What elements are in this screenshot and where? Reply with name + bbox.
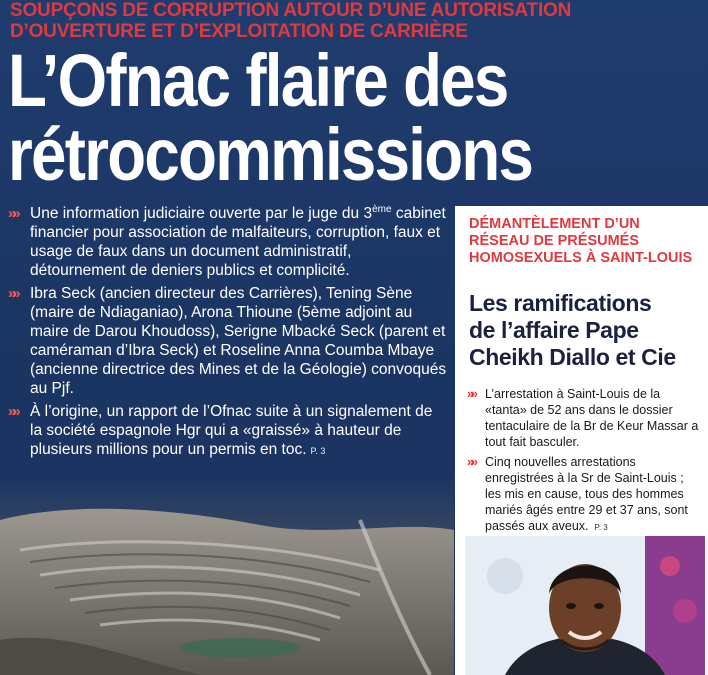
sidebar-bullet-1 [467,386,703,450]
headline-kicker [10,0,700,42]
sidebar-kicker-line-2: RÉSEAU DE PRÉSUMÉS [469,233,640,249]
open-pit-mine-image [0,480,454,675]
man-portrait-image [465,536,705,675]
sidebar-kicker-line-3: HOMOSEXUELS À SAINT-LOUIS [469,250,693,266]
double-chevron-right-icon: »» [467,387,475,401]
sidebar-kicker-line-1: DÉMANTÈLEMENT D’UN [469,216,640,232]
sidebar-title [469,290,701,371]
lead-bullet-3 [8,402,448,461]
portrait-photo [465,536,705,675]
lead-bullet-1 [8,204,448,280]
sidebar-bullet-1-text: L’arrestation à Saint-Louis de la «tanta» de 52 ans dans le dossier tentaculaire de la Br de Keur Massar a tout fait basculer. [485,387,699,449]
double-chevron-right-icon: »» [8,285,17,302]
page-reference: P. 3 [594,523,608,532]
sidebar-kicker [469,216,701,267]
sidebar-title-line-2: de l’affaire Pape [469,317,639,343]
lead-bullet-3-text: À l’origine, un rapport de l’Ofnac suite à un signalement de la société espagnole Hgr qui a «graissé» à hauteur de plusieurs millions pour un permis en toc. P. 3 [30,403,433,458]
lead-bullets [8,204,448,465]
kicker-line-1: SOUPÇONS DE CORRUPTION AUTOUR D’UNE AUTORISATION [10,0,572,21]
sidebar-bullet-2 [467,454,703,536]
lead-bullet-1-text: Une information judiciaire ouverte par le juge du 3ème cabinet financier pour association de malfaiteurs, corruption, faux et usage de faux dans un document administratif, détournement de deniers publics et complicité. [30,203,446,279]
page-reference: P. 3 [310,446,326,456]
headline-line-1: L’Ofnac flaire des [8,39,508,122]
sidebar-story [455,206,708,675]
sidebar-title-line-1: Les ramifications [469,290,652,316]
sidebar-title-line-3: Cheikh Diallo et Cie [469,344,676,370]
sidebar-bullet-2-text: Cinq nouvelles arrestations enregistrées à la Sr de Saint-Louis ; les mis en cause, tous des hommes mariés âgés entre 29 et 37 ans, sont passés aux aveux. [485,455,688,533]
headline-line-2: rétrocommissions [8,113,533,196]
double-chevron-right-icon: »» [8,403,17,420]
lead-bullet-2 [8,284,448,398]
main-headline [8,39,607,196]
sidebar-bullets [467,386,703,540]
kicker-line-2: D’OUVERTURE ET D’EXPLOITATION DE CARRIÈRE [10,21,468,42]
double-chevron-right-icon: »» [8,205,17,222]
lead-bullet-2-text: Ibra Seck (ancien directeur des Carrières), Tening Sène (maire de Ndiaganiao), Arona Thioune (5ème adjoint au maire de Darou Khoudoss), Serigne Mbacké Seck (parent et caméraman d’Ibra Seck) et Roseline Anna Coumba Mbaye (ancienne directrice des Mines et de la Géologie) convoqués au Pjf. [30,285,447,397]
quarry-photo [0,480,454,675]
double-chevron-right-icon: »» [467,455,475,469]
